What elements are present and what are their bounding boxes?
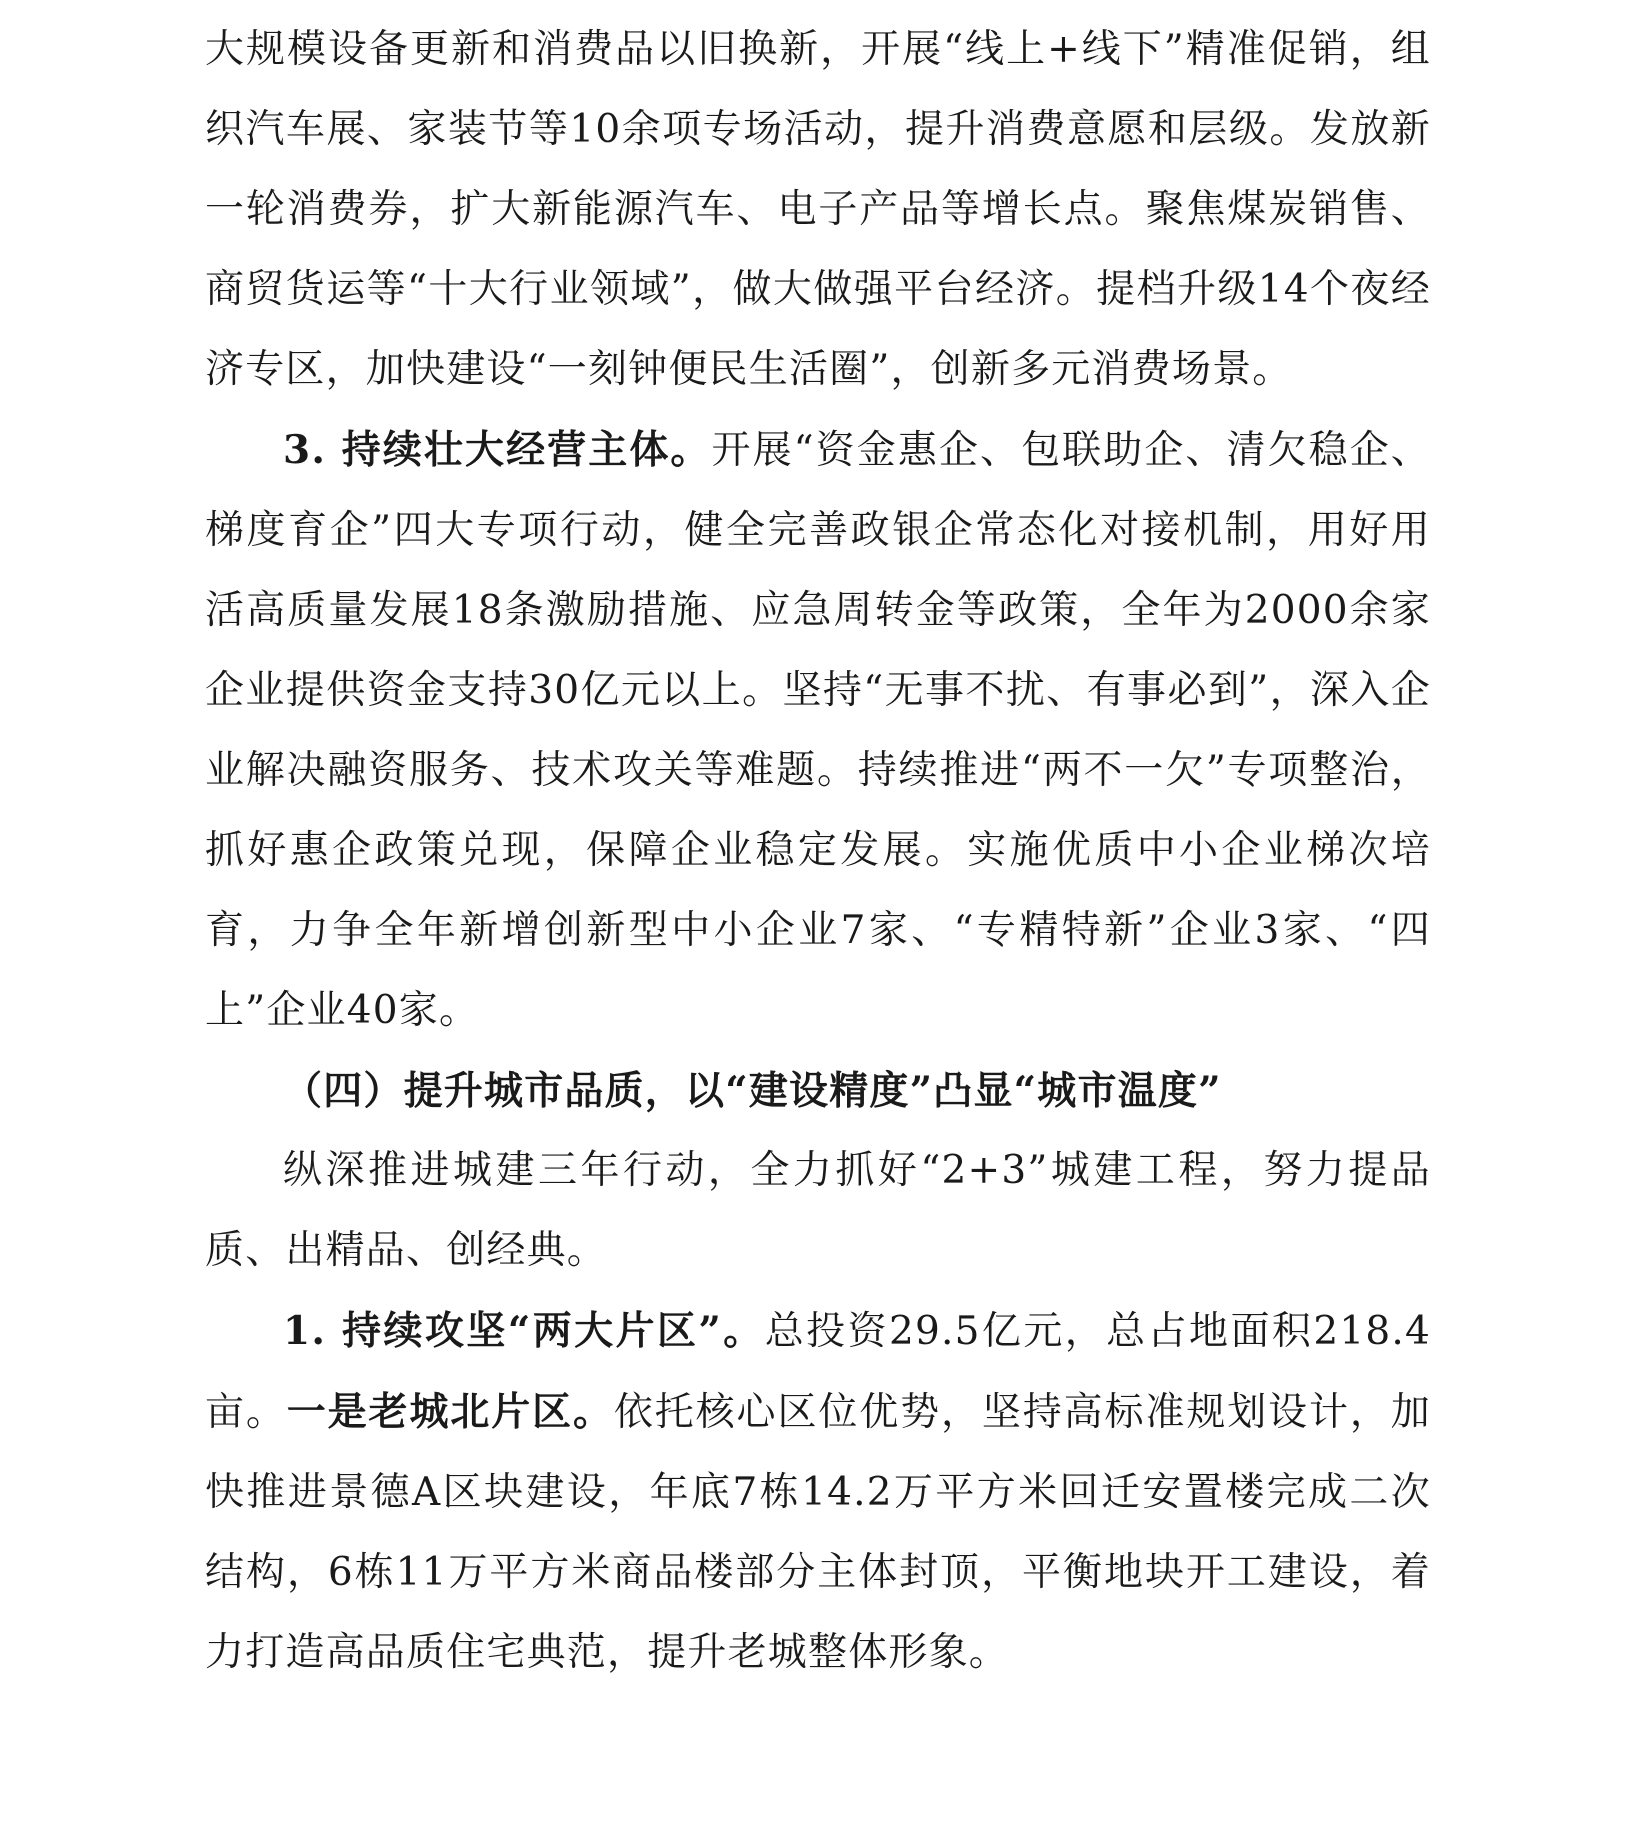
paragraph-body: 开展“资金惠企、包联助企、清欠稳企、梯度育企”四大专项行动，健全完善政银企常态化对接机制，用好用活高质量发展18条激励措施、应急周转金等政策，全年为2000余家企业提供资金支持30亿元以上。坚持“无事不扰、有事必到”，深入企业解决融资服务、技术攻关等难题。持续推进“两不一欠”专项整治，抓好惠企政策兑现，保障企业稳定发展。实施优质中小企业梯次培育，力争全年新增创新型中小企业7家、“专精特新”企业3家、“四上”企业40家。 xyxy=(205,428,1431,1033)
chapter-heading-4: （四）提升城市品质，以“建设精度”凸显“城市温度” xyxy=(283,1068,1222,1114)
paragraph-body: 总投资29.5亿元，总占地面积218.4亩。 xyxy=(205,1309,1431,1435)
subheading-old-city-north: 一是老城北片区。 xyxy=(286,1389,614,1435)
paragraph-city-construction: 纵深推进城建三年行动，全力抓好“2+3”城建工程，努力提品质、出精品、创经典。 xyxy=(205,1148,1431,1273)
paragraph-consumption: 大规模设备更新和消费品以旧换新，开展“线上+线下”精准促销，组织汽车展、家装节等10余项专场活动，提升消费意愿和层级。发放新一轮消费券，扩大新能源汽车、电子产品等增长点。聚焦煤炭销售、商贸货运等“十大行业领域”，做大做强平台经济。提档升级14个夜经济专区，加快建设“一刻钟便民生活圈”，创新多元消费场景。 xyxy=(205,27,1431,392)
paragraph-business-entities xyxy=(205,410,1431,1051)
section-heading-1: 1. 持续攻坚“两大片区”。 xyxy=(283,1308,765,1354)
document-page xyxy=(205,10,1431,1693)
paragraph-body: 依托核心区位优势，坚持高标准规划设计，加快推进景德A区块建设，年底7栋14.2万平方米回迁安置楼完成二次结构，6栋11万平方米商品楼部分主体封顶，平衡地块开工建设，着力打造高品质住宅典范，提升老城整体形象。 xyxy=(205,1390,1431,1675)
paragraph-two-districts xyxy=(205,1291,1431,1693)
section-heading-3: 3. 持续壮大经营主体。 xyxy=(283,427,712,473)
